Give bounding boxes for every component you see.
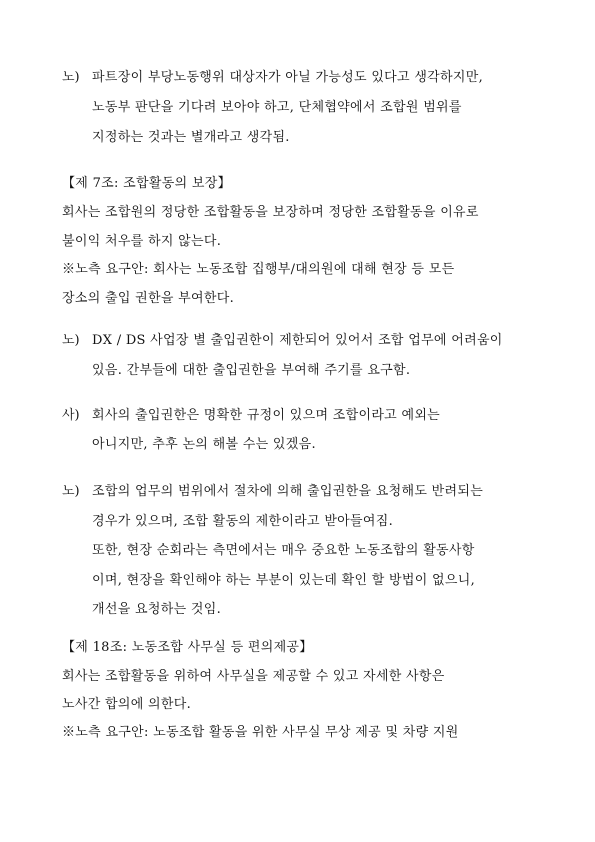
text-line: 조합의 업무의 범위에서 절차에 의해 출입권한을 요청해도 반려되는 bbox=[92, 484, 484, 499]
speaker-label: 노) bbox=[62, 70, 80, 85]
text-line: 장소의 출입 권한을 부여한다. bbox=[62, 291, 235, 306]
text-line: 이며, 현장을 확인해야 하는 부분이 있는데 확인 할 방법이 없으니, bbox=[92, 573, 476, 588]
speaker-label: 사) bbox=[62, 408, 80, 423]
demand-line: ※노측 요구안: 노동조합 활동을 위한 사무실 무상 제공 및 차량 지원 bbox=[62, 725, 459, 740]
text-line: 회사의 출입권한은 명확한 규정이 있으며 조합이라고 예외는 bbox=[92, 408, 441, 423]
text-line: 개선을 요청하는 것임. bbox=[92, 602, 222, 617]
section-heading: 【제 18조: 노동조합 사무실 등 편의제공】 bbox=[62, 640, 313, 655]
text-line: 경우가 있으며, 조합 활동의 제한이라고 받아들여짐. bbox=[92, 514, 394, 529]
text-line: 노동부 판단을 기다려 보아야 하고, 단체협약에서 조합원 범위를 bbox=[92, 100, 462, 115]
speaker-label: 노) bbox=[62, 333, 80, 348]
text-line: 노사간 합의에 의한다. bbox=[62, 697, 192, 712]
text-line: 있음. 간부들에 대한 출입권한을 부여해 주기를 요구함. bbox=[92, 363, 411, 378]
text-line: DX / DS 사업장 별 출입권한이 제한되어 있어서 조합 업무에 어려움이 bbox=[92, 333, 503, 348]
text-line: 파트장이 부당노동행위 대상자가 아닐 가능성도 있다고 생각하지만, bbox=[92, 70, 484, 85]
text-line: 불이익 처우를 하지 않는다. bbox=[62, 234, 222, 249]
text-line: 지정하는 것과는 별개라고 생각됨. bbox=[92, 130, 290, 145]
text-line: 또한, 현장 순회라는 측면에서는 매우 중요한 노동조합의 활동사항 bbox=[92, 543, 475, 558]
speaker-label: 노) bbox=[62, 484, 80, 499]
demand-line: ※노측 요구안: 회사는 노동조합 집행부/대의원에 대해 현장 등 모든 bbox=[62, 262, 455, 277]
text-line: 아니지만, 추후 논의 해볼 수는 있겠음. bbox=[92, 437, 316, 452]
text-line: 회사는 조합활동을 위하여 사무실을 제공할 수 있고 자세한 사항은 bbox=[62, 669, 445, 684]
section-heading: 【제 7조: 조합활동의 보장】 bbox=[62, 176, 231, 191]
text-line: 회사는 조합원의 정당한 조합활동을 보장하며 정당한 조합활동을 이유로 bbox=[62, 205, 479, 220]
